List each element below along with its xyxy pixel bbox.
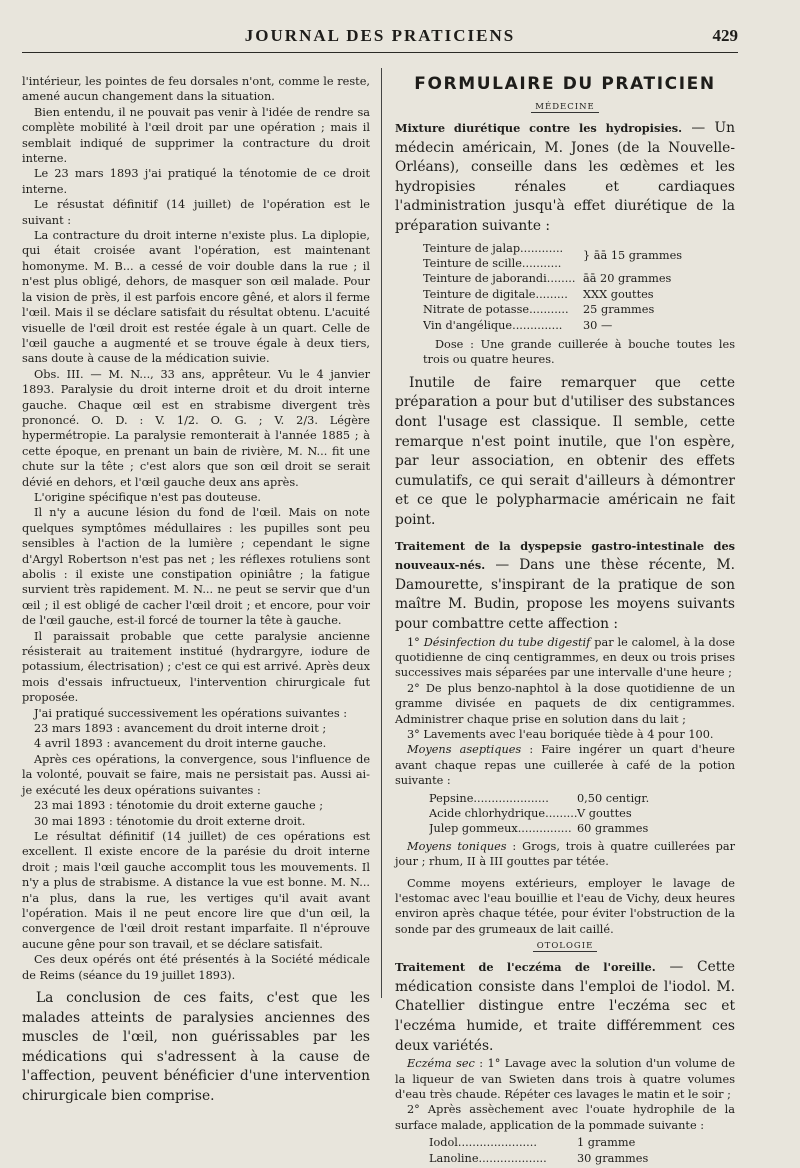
recipe-potion [429, 791, 735, 837]
section-heading-medecine: MÉDECINE [395, 102, 735, 113]
paragraph: l'intérieur, les pointes de feu dorsales n'ont, comme le reste, amené aucun changement dans la situation. [22, 75, 370, 104]
list-item: 3° Lavements avec l'eau boriquée tiède à 4 pour 100. [407, 727, 714, 741]
paragraph: Obs. III. — M. N..., 33 ans, apprêteur. Vu le 4 janvier 1893. Paralysie du droit interne droit et du droit interne gauche. Chaque œil est en strabisme divergent très prononcé. O. D. : V. 1/2. O. G. ; V. 2/3. Légère hypermétropie. La paralysie remonterait à l'année 1885 ; à cette époque, en prenant un bain de rivière, M. N... fit une chute sur la tête ; c'est alors que son œil droit se serait dévié en dehors, et l'œil gauche deux ans après. [22, 367, 370, 489]
recipe-row: Vin d'angélique.............. 30 — [423, 318, 613, 332]
paragraph: 2° Après assèchement avec l'ouate hydrophile de la surface malade, application de la pommade suivante : [395, 1103, 735, 1132]
paragraph: 30 mai 1893 : ténotomie du droit externe droit. [34, 814, 306, 828]
list-item: Moyens toniques : Grogs, trois à quatre cuillerées par jour ; rhum, II à III gouttes par tétée. [395, 839, 735, 869]
recipe-row: Teinture de jaborandi........ āā 20 grammes [423, 272, 672, 286]
paragraph: Comme moyens extérieurs, employer le lavage de l'estomac avec l'eau bouillie et l'eau de Vichy, deux heures environ après chaque tétée, pour éviter l'obstruction de la sonde par des grumeaux de lait caillé. [395, 876, 735, 936]
paragraph: L'origine spécifique n'est pas douteuse. [34, 490, 262, 504]
section-heading-otologie: OTOLOGIE [395, 941, 735, 952]
right-column [395, 74, 735, 1168]
running-header [22, 22, 738, 53]
paragraph: Après ces opérations, la convergence, sous l'influence de la volonté, pouvait se faire, mais ne persistait pas. Aussi ai-je exécuté les deux opérations suivantes : [22, 752, 370, 797]
article-mixture: Mixture diurétique contre les hydropisies. — Un médecin américain, M. Jones (de la Nouvelle-Orléans), conseille dans les œdèmes et les hydropisies rénales et cardiaques l'administration jusqu'à effet diurétique de la préparation suivante : [395, 120, 735, 234]
article-title: Traitement de l'eczéma de l'oreille. [395, 960, 656, 975]
column-divider [381, 68, 382, 998]
recipe-row: Teinture de digitale......... XXX gouttes [423, 287, 654, 301]
article-title: Traitement de la dyspepsie gastro-intestinale des nouveaux-nés. [395, 538, 735, 573]
paragraph: Ces deux opérés ont été présentés à la Société médicale de Reims (séance du 19 juillet 1893). [22, 953, 370, 982]
journal-title: JOURNAL DES PRATICIENS [244, 26, 516, 45]
left-column [22, 74, 370, 1107]
paragraph: Inutile de faire remarquer que cette préparation a pour but d'utiliser des substances dont l'usage est classique. Il semble, cette remarque n'est point inutile, que l'on espère, par leur association, en obtenir des effets cumulatifs, ce qui serait d'ailleurs à démontrer et ce que le polypharmacie américain ne fait point. [395, 374, 735, 528]
recipe-row: Acide chlorhydrique......... V gouttes [429, 807, 632, 820]
article-eczema: Traitement de l'eczéma de l'oreille. — Cette médication consiste dans l'emploi de l'iodol. M. Chatellier distingue entre l'eczéma sec et l'eczéma humide, et traite différemment ces deux variétés. [395, 959, 735, 1054]
recipe-row: Teinture de jalap............ } āā 15 grammes [423, 241, 683, 262]
list-item: 2° De plus benzo-naphtol à la dose quotidienne de un gramme divisée en paquets de dix centigrammes. Administrer chaque prise en solution dans du lait ; [395, 681, 735, 726]
recipe-row: Lanoline................... 30 grammes [429, 1151, 649, 1165]
paragraph: 4 avril 1893 : avancement du droit interne gauche. [34, 737, 327, 751]
recipe-row: Teinture de scille........... [423, 256, 562, 270]
recipe-row: Julep gommeux............... 60 grammes [429, 822, 649, 836]
paragraph: Il n'y a aucune lésion du fond de l'œil. Mais on note quelques symptômes médullaires : les pupilles sont peu sensibles à l'action de la lumière ; cependant le signe d'Argyl Robertson n'est pas net ; les réflexes rotuliens sont abolis : il existe une constipation opiniâtre ; la fatigue survient très rapidement. M. N... ne peut se servir que d'un œil ; il est obligé de cacher l'œil droit ; et encore, pour voir de l'œil gauche, est-il forcé de tourner la tête à gauche. [22, 506, 370, 628]
article-dyspepsie: Traitement de la dyspepsie gastro-intestinale des nouveaux-nés. — Dans une thèse récente, M. Damourette, s'inspirant de la pratique de son maître M. Budin, propose les moyens suivants pour combattre cette affection : [395, 538, 735, 632]
dose-note: Dose : Une grande cuillerée à bouche toutes les trois ou quatre heures. [423, 338, 735, 367]
recipe-row: Nitrate de potasse........... 25 grammes [423, 303, 655, 317]
paragraph: Le résustat définitif (14 juillet) de l'opération est le suivant : [22, 198, 370, 227]
paragraph: La contracture du droit interne n'existe plus. La diplopie, qui était croisée avant l'opération, est maintenant homonyme. M. B... a cessé de voir double dans la rue ; il n'est plus obligé, dehors, de masquer son œil malade. Pour la vision de près, il est parfois encore gêné, et alors il ferme l'œil. Mais il se déclare satisfait du résultat obtenu. L'acuité visuelle de l'œil droit est restée égale à un quart. Celle de l'œil gauche a augmenté et se trouve égale à deux tiers, sans doute à cause de la médication suivie. [22, 229, 370, 366]
recipe-diuretic [423, 241, 735, 333]
paragraph: Il paraissait probable que cette paralysie ancienne résisterait au traitement institué (hydrargyre, iodure de potassium, électrisation) ; c'est ce qui est arrivé. Après deux mois d'essais infructueux, l'intervention chirurgicale fut proposée. [22, 629, 370, 705]
list-item: 1° Désinfection du tube digestif par le calomel, à la dose quotidienne de cinq centigrammes, en deux ou trois prises successives mais séparées par une intervalle d'une heure ; [395, 635, 735, 680]
page-number: 429 [712, 26, 738, 45]
paragraph: Eczéma sec : 1° Lavage avec la solution d'un volume de la liqueur de van Swieten dans trois à quatre volumes d'eau très chaude. Répéter ces lavages le matin et le soir ; [395, 1057, 736, 1102]
conclusion-paragraph: La conclusion de ces faits, c'est que les malades atteints de paralysies anciennes des muscles de l'œil, non guérissables par les médications qui s'adressent à la cause de l'affection, peuvent bénéficier d'une intervention chirurgicale bien comprise. [22, 989, 370, 1104]
paragraph: Bien entendu, il ne pouvait pas venir à l'idée de rendre sa complète mobilité à l'œil droit par une opération ; mais il semblait indiqué de supprimer la contracture du droit interne. [22, 105, 370, 166]
paragraph: 23 mai 1893 : ténotomie du droit externe gauche ; [34, 799, 324, 813]
recipe-pommade [429, 1135, 735, 1166]
paragraph: Le 23 mars 1893 j'ai pratiqué la ténotomie de ce droit interne. [22, 167, 370, 196]
recipe-row: Pepsine..................... 0,50 centigr. [429, 791, 650, 805]
paragraph: 23 mars 1893 : avancement du droit interne droit ; [34, 722, 327, 736]
paragraph: Le résultat définitif (14 juillet) de ces opérations est excellent. Il existe encore de la parésie du droit interne droit ; mais l'œil gauche accomplit tous les mouvements. Il n'y a plus de strabisme. A distance la vue est bonne. M. N... n'a plus, dans la rue, les vertiges qu'il avait avant l'opération. Mais il ne peut encore lire que d'un œil, la convergence de l'œil droit restant imparfaite. Il n'éprouve aucune gêne pour son travail, et se déclare satisfait. [22, 829, 370, 951]
article-title: Mixture diurétique contre les hydropisies. [395, 121, 683, 135]
recipe-row: Iodol...................... 1 gramme [429, 1136, 636, 1150]
section-title: FORMULAIRE DU PRATICIEN [414, 74, 716, 94]
list-item: Moyens aseptiques : Faire ingérer un quart d'heure avant chaque repas une cuillerée à café de la potion suivante : [395, 743, 735, 788]
paragraph: J'ai pratiqué successivement les opérations suivantes : [34, 706, 348, 720]
